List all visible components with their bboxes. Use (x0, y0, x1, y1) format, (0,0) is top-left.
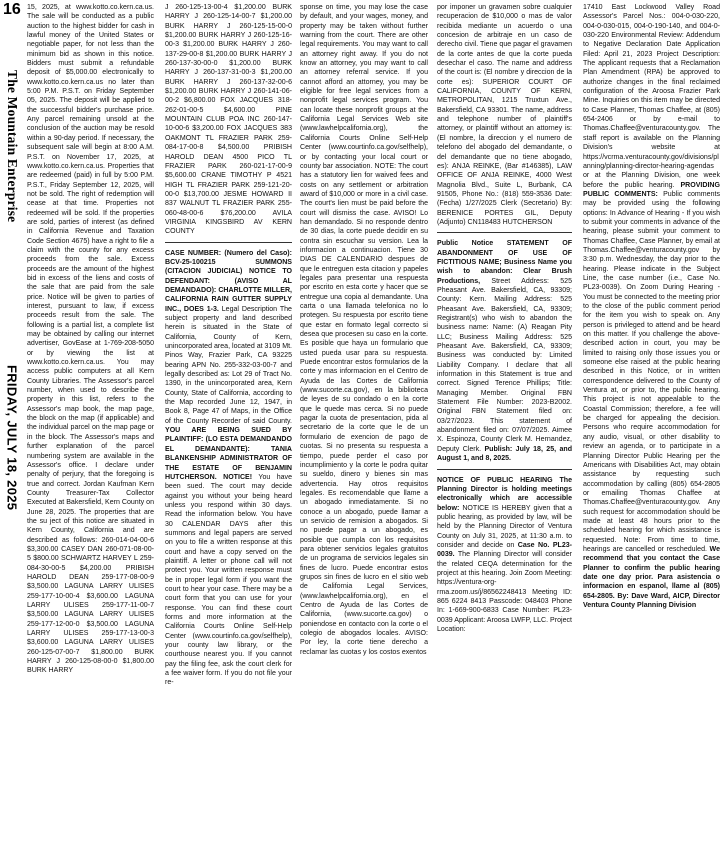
summons-conclusion: por imponer un gravamen sobre cualquier recuperacion de $10,000 o mas de valor recibida mediante un acuerdo o una concesion de arbitraje en un caso de derecho civil. Tiene que pagar el gravamen de la corte antes de que la corte pueda desechar el caso. The name and address of the court is: (El nombre y direccion de la corte es): SUPERIOR COURT OF CALIFORNIA, COUNTY OF KERN, METROPOLITAN, 1215 Truxtun Ave., Bakersfield, CA 93301. The name, address and telephone number of plaintiff's attorney, or plaintiff without an attorney is: (El nombre, la direccion y el numero de telefono del abogado del demandante, o del demandante que no tiene abogado, es): ANJA REINKE, (Bar #146385), LAW OFFICE OF ANJA REINKE, 4000 West Magnolia Blvd., Suite L, Burbank, CA 91505, Phone No.: (818) 559-3536 Date: (Fecha) 1/27/2025 Clerk (Secretario) By: BERENICE PORTES GIL, Deputy (Adjunto) CN118483 HUTCHERSON (437, 4, 572, 226)
column-3 (300, 3, 428, 853)
tax-sale-notice-text: 15, 2025, at www.kotto.co.kern.ca.us. The sale will be conducted as a public auction to the highest bidder for cash in lawful money of the United States or negotiable paper, for not less than the minimum bid as shown in this notice. Bidders must submit a refundable deposit of $5,000.00 electronically to www.kotto.co.kern.ca.us no later than 5:00 P.M. P.S.T. on Friday September 05, 2025. The deposit will be applied to the successful bidder's purchase price. Any parcel remaining unsold at the conclusion of the auction may be resold within a 90-day period. If necessary, the subsequent sale will begin at 8:00 A.M. P.S.T. on November 17, 2025, at www.kotto.co.kern.ca.us. Properties that are redeemed (paid) in full by 5:00 P.M. P.S.T., Friday September 12, 2025, will not be sold. The right of redemption will cease at that time. Properties not redeemed will be sold. If the properties are sold, parties of interest (as defined in California Revenue and Taxation Code Section 4675) have a right to file a claim with the county for any excess proceeds from the sale. Excess proceeds are the amount of the highest bid in excess of the liens and costs of the sale that are paid from the sale price. Notice will be given to parties of interest, pursuant to law, if excess proceeds result from the sale. The following is a partial list, a complete list may be obtained by calling our internet advertiser, GovEase at 1-769-208-5050 or by viewing the list at www.kotto.co.kern.ca.us. You may access public computers at all Kern County Libraries. The Assessor's parcel number, when used to describe the property in this list, refers to the Assessor's map book, the map page, the block on the map (if applicable) and the individual parcel on the map page or in the block. The Assessor's maps and further explanation of the parcel numbering system are available in the Assessor's office. I declare under penalty of perjury, that the foregoing is true and correct. Jordan Kaufman Kern County Treasurer-Tax Collector Executed at Bakersfield, Kern County on June 28, 2025. The properties that are the su ject of this notice are situated in Kern County, California and are described as follows: 260-014-04-00-6 $3,300.00 CASEY DAN 260-071-08-00-5 $800.00 SCHWARTZ HARVEY L 259-084-30-00-5 $4,200.00 PRIBISH HAROLD DEAN 259-177-08-00-9 $3,500.00 LAGUNA LARRY ULISES 259-177-10-00-4 $3,600.00 LAGUNA LARRY ULISES 259-177-11-00-7 $3,500.00 LAGUNA LARRY ULISES 259-177-12-00-0 $3,500.00 LAGUNA LARRY ULISES 259-177-13-00-3 $3,600.00 LAGUNA LARRY ULISES 260-125-07-00-7 $1,800.00 BURK HARRY J 260-125-08-00-0 $1,800.00 BURK HARRY (27, 4, 154, 675)
notice-divider (437, 469, 572, 470)
summons-heading: CASE NUMBER: (Numero del Caso): BCV-25-100215 SUMMONS (CITACION JUDICIAL) NOTICE TO DEFENDANT: (AVISO AL DEMANDADO): CHARLOTTE MILLER, CALIFORNIA RAIN GUTTER SUPPLY INC., DOES 1-3. (165, 249, 292, 313)
notice-divider (437, 232, 572, 233)
paper-name: The Mountain Enterprise (5, 70, 20, 223)
column-1 (27, 3, 154, 853)
public-comments-heading: PROVIDING PUBLIC COMMENTS: (583, 181, 720, 198)
summons-legal-description: Legal Description The subject property and land described herein is situated in the State of California, County of Kern, unincorporated area, located at 3109 Mt. Pinos Way, Frazier Park, CA 93225 bearing APN No. 255-332-03-00-7 and legally described as: Lot 29 of Tract No. 1390, in the unincorporated area, Kern County, State of California, according to the Map recorded June 12, 1947, in Book 8, Page 47 of Maps, in the Office of the County Recorder of said County. (165, 305, 292, 425)
hearing-details: The Planning Director will consider the related CEQA determination for the project at this hearing. Join Zoom Meeting: https://ventura-org-rma.zoom.us/j/86562248413 Meeting ID: 865 6224 8413 Passcode: 048403 Phone In: 1-669-900-6833 Case Number: PL23-0039 Applicant: Aroosa LWFP, LLC. Project Location: (437, 551, 572, 633)
hearing-continued (583, 3, 720, 610)
column-5 (583, 3, 720, 853)
case-planner-recommendation: We recommend that you contact the Case Planner to confirm the public hearing date one day prior. Para asistencia o informacion en espanol, llame al (805) 654-2805. (583, 545, 720, 600)
fbn-publish-dates: Publish: July 18, 25, and August 1, and 8, 2025. (437, 445, 572, 463)
hearing-case-number: Case No. PL23-0039. (437, 541, 572, 559)
hearing-body: NOTICE IS HEREBY given that a public hearing, as provided by law, will be held by the Planning Director of Ventura County on July 31, 2025, at 11:30 a.m. to consider and decide on (437, 504, 572, 549)
fictitious-name-notice (437, 239, 572, 463)
summons-plaintiff-notice: YOU ARE BEING SUED BY PLAINTIFF: (LO ESTA DEMANDANDO EL DEMANDANTE): TANIA BLANKENSHIP ADMINISTRATOR OF THE ESTATE OF BENJAMIN HUTCHERSON. NOTICE! (165, 427, 292, 481)
summons-continued: sponse on time, you may lose the case by default, and your wages, money, and property may be taken without further warning from the court. There are other legal requirements. You may want to call an attorney right away. If you do not know an attorney, you may want to call an attorney referral service. If you cannot afford an attorney, you may be eligible for free legal services from a nonprofit legal services program. You can locate these nonprofit groups at the California Legal Services Web site (www.lawhelpcalifornia.org), the California Courts Online Self-Help Center (www.courtinfo.ca.gov/selfhelp), or by contacting your local court or county bar association. NOTE: The court has a statutory lien for waived fees and costs on any settlement or arbitration award of $10,000 or more in a civil case. The court's lien must be paid before the court will dismiss the case. AVISO! Lo han demandado. Si no responde dentro de 30 dias, la corte puede decidir en su contra sin escuchar su version. Lea la informacion a continuacion. Tiene 30 DIAS DE CALENDARIO despues de que le entreguen esta citacion y papeles legales para presentar una respuesta por escrito en esta corte y hacer que se entregue una copia al demandante. Una carta o una llamada telefonica no lo protegen. Su respuesta por escrito tiene que estar en formato legal correcto si desea que procesen su caso en la corte. Es posible que haya un formulario que usted pueda usar para su respuesta. Puede encontrar estos formularios de la corte y mas informacion en el Centro de Ayuda de las Cortes de California (www.sucorte.ca.gov), en la biblioteca de leyes de su condado o en la corte que le quede mas cerca. Si no puede pagar la cuota de presentacion, pida al secretario de la corte que le de un formulario de exencion de pago de cuotas. Si no presenta su respuesta a tiempo, puede perder el caso por incumplimiento y la corte le podra quitar su sueldo, dinero y bienes sin mas advertencia. Hay otros requisitos legales. Es recomendable que llame a un abogado inmediatamente. Si no conoce a un abogado, puede llamar a un servicio de remision a abogados. Si no puede pagar a un abogado, es posible que cumpla con los requisitos para obtener servicios legales gratuitos de un programa de servicios legales sin fines de lucro. Puede encontrar estos grupos sin fines de lucro en el sitio web de California Legal Services, (www.lawhelpcalifornia.org), en el Centro de Ayuda de las Cortes de California, (www.sucorte.ca.gov) o poniendose en contacto con la corte o el colegio de abogados locales. AVISO: Por ley, la corte tiene derecho a reclamar las cuotas y los costos exentos (300, 4, 428, 656)
summons-body: You have been sued. The court may decide against you without your being heard unless you respond within 30 days. Read the information below. You have 30 CALENDAR DAYS after this summons and legal papers are served on you to file a written response at this court and have a copy served on the plaintiff. A letter or phone call will not protect you. Your written response must be in proper legal form if you want the court to hear your case. There may be a court form that you can use for your response. You can find these court forms and more information at the California Courts Online Self-Help Center (www.courtinfo.ca.gov/selfhelp), your county law library, or the courthouse nearest you. If you cannot pay the filing fee, ask the court clerk for a fee waiver form. If you do not file your re- (165, 473, 292, 687)
signature-block: By: Dave Ward, AICP, Director Ventura County Planning Division (583, 592, 720, 609)
parcel-list-continued: J 260-125-13-00-4 $1,200.00 BURK HARRY J 260-125-14-00-7 $1,200.00 BURK HARRY J 260-125-15-00-0 $1,200.00 BURK HARRY J 260-125-16-00-3 $1,200.00 BURK HARRY J 260-137-29-00-8 $1,200.00 BURK HARRY J 260-137-30-00-0 $1,200.00 BURK HARRY J 260-137-31-00-3 $1,200.00 BURK HARRY J 260-137-32-00-6 $1,200.00 BURK HARRY J 260-141-06-00-2 $6,800.00 FOX JACQUES 318-262-01-00-5 $4,600.00 PINE MOUNTAIN CLUB POA INC 260-147-10-00-6 $3,200.00 FOX JACQUES 383 OAKMONT TL FRAZIER PARK 259-084-17-00-8 $4,500.00 PRIBISH HAROLD DEAN 4500 PICO TL FRAZIER PARK 260-021-17-00-9 $5,600.00 CRANE TIMOTHY P 4521 HIGH TL FRAZIER PARK 259-121-20-00-0 $13,700.00 JESME HOWARD II 837 WALNUT TL FRAZIER PARK 255-060-48-00-6 $76,200.00 AVILA VIRGINIA KINGSBIRD AV KERN COUNTY (165, 4, 292, 236)
notice-divider (165, 242, 292, 243)
summons-notice (165, 249, 292, 688)
hearing-project-description: 17410 East Lockwood Valley Road Assessor's Parcel Nos.: 004-0-030-220, 004-0-030-015, 004-0-190-140, and 004-0-030-220 Environmental Review: Addendum to Negative Declaration Date Application Filed: April 21, 2023 Project Description: The applicant requests that a Reclamation Plan Amendment (RPA) be approved to authorize changes in the final reclaimed configuration of the Aroosa Frazier Park Mine. Inquiries on this item may be directed to Case Planner, Thomas Chaffee, at (805) 654-2406 or by e-mail to Thomas.Chaffee@venturacounty.gov. The staff report is available on the Planning Division's website at https://vcrma.venturacounty.gov/divisions/planning/planning-director-hearing-agendas or at the Planning Division, one week before the public hearing. (583, 4, 720, 189)
hearing-heading: NOTICE OF PUBLIC HEARING The Planning Director is holding meetings electronically which are accessible below: (437, 476, 572, 512)
fbn-body: Street Address: 525 Pheasant Ave. Bakersfield, CA, 93309; County: Kern. Mailing Address: 525 Pheasant Ave. Bakersfield, CA, 93309; Registrant(s) who wish to abandon the business name: Name: (A) Reagan Pity LLC; Business Mailing Address: 525 Pheasant Ave. Bakersfield, CA, 93309; Business was conducted by: Limited Liability Company. I declare that all information in this Statement is true and correct. Signed Terence Phillips; Title: Managing Member. Original FBN Statement File Number: 2023-B2002. Original FBN Statement filed on: 03/27/2023. This statement of abandonment filed on: 07/07/2025. Aimee X. Espinoza, County Clerk M. Hernandez, Deputy Clerk. (437, 277, 572, 453)
masthead-banner (2, 70, 22, 510)
column-4 (437, 3, 572, 853)
column-2 (165, 3, 292, 853)
page-number: 16 (3, 1, 21, 18)
public-hearing-notice (437, 476, 572, 635)
issue-date: FRIDAY, JULY 18, 2025 (4, 364, 20, 510)
public-comments-body: Public comments may be provided using the following options: In Advance of Hearing - If you wish to submit your comments in advance of the hearing, please submit your comment to Thomas Chaffee, Case Planner, by email at Thomas.Chaffee@venturacounty.gov by 3:30 p.m. Wednesday, the day prior to the hearing. Please indicate in the Subject Line, the case number (i.e., Case No. PL23-0039). On Zoom During Hearing - You must be connected to the meeting prior to the close of the public comment period for the item you wish to speak on. Any person is privileged to attend and be heard on this matter. If you challenge the above-described action in court, you may be limited to raising only those issues you or someone else raised at the public hearing described in this Notice, or in written correspondence delivered to the County of Ventura at, or prior to, the public hearing. This project is not appealable to the Coastal Commission; therefore, a fee will be charged for appealing the decision. Persons who require accommodation for any audio, visual, or other disability to review an agenda, or to participate in a Planning Director Public Hearing per the Americans with Disabilities Act, may obtain assistance by requesting such accommodation by calling (805) 654-2805 or emailing Thomas Chaffee at Thomas.Chaffee@venturacounty.gov. Any such request for accommodation should be made at least 48 hours prior to the scheduled hearing for which assistance is requested. Note: From time to time, hearings are cancelled or rescheduled. (583, 190, 720, 553)
fbn-heading: Public Notice STATEMENT OF ABANDONMENT OF USE OF FICTITIOUS NAME; Business Name you wish to abandon: Clear Brush Productions, (437, 240, 572, 285)
